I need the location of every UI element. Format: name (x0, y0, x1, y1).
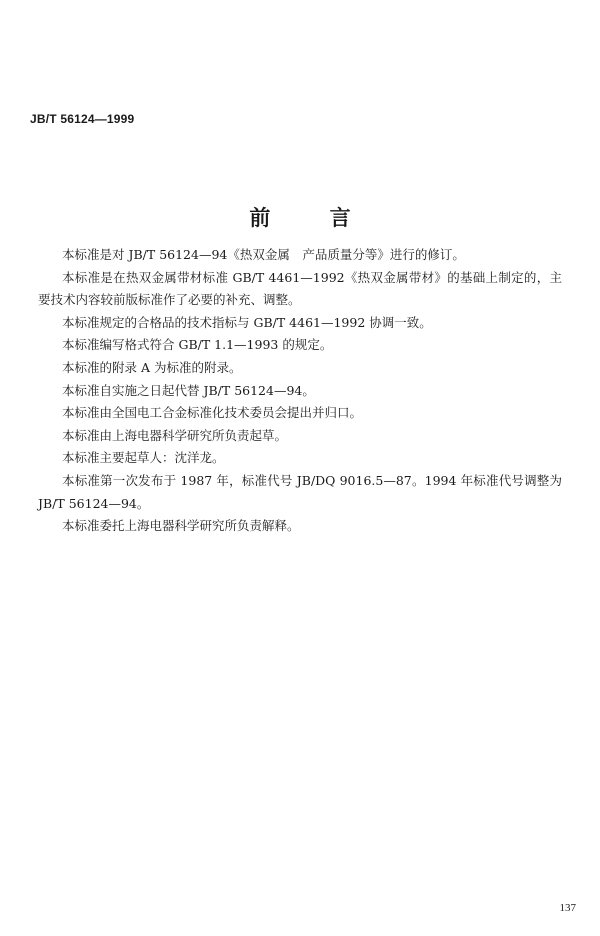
standard-code: JB/T 56124—1999 (30, 112, 135, 126)
paragraph: 本标准编写格式符合 GB/T 1.1—1993 的规定。 (62, 337, 333, 353)
paragraph: 本标准由全国电工合金标准化技术委员会提出并归口。 (62, 405, 363, 421)
paragraph: 本标准第一次发布于 1987 年，标准代号 JB/DQ 9016.5—87。1994 年标准代号调整为 JB/T 56124—94。 (38, 472, 562, 511)
paragraph: 本标准是对 JB/T 56124—94《热双金属 产品质量分等》进行的修订。 (62, 247, 465, 262)
paragraph: 本标准由上海电器科学研究所负责起草。 (62, 427, 288, 443)
paragraph: 本标准主要起草人：沈洋龙。 (62, 450, 225, 466)
page-number: 137 (559, 902, 576, 914)
paragraph: 本标准自实施之日起代替 JB/T 56124—94。 (62, 382, 315, 398)
paragraph: 本标准是在热双金属带材标准 GB/T 4461—1992《热双金属带材》的基础上制定的，主要技术内容较前版标准作了必要的补充、调整。 (38, 269, 562, 308)
foreword-body (38, 244, 562, 538)
page-title: 前 言 (249, 205, 377, 230)
paragraph: 本标准委托上海电器科学研究所负责解释。 (62, 518, 300, 534)
paragraph: 本标准规定的合格品的技术指标与 GB/T 4461—1992 协调一致。 (62, 314, 432, 330)
paragraph: 本标准的附录 A 为标准的附录。 (62, 359, 242, 375)
